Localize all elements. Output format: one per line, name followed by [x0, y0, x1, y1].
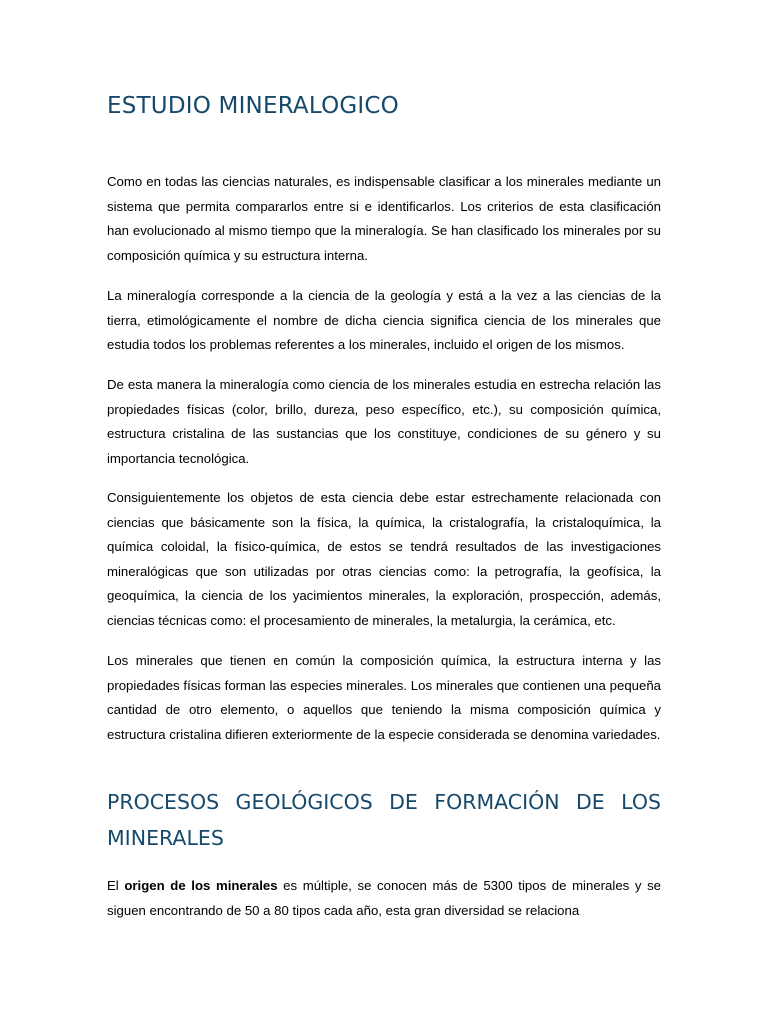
document-title: ESTUDIO MINERALOGICO [107, 93, 399, 119]
paragraph-2: La mineralogía corresponde a la ciencia de la geología y está a la vez a las ciencias de la tierra, etimológicamente el nombre de dicha ciencia significa ciencia de los minerales que estudia todos los problemas referentes a los minerales, incluido el origen de los mismos. [107, 288, 661, 353]
paragraph-6 [107, 874, 661, 923]
paragraph-5: Los minerales que tienen en común la composición química, la estructura interna y las propiedades físicas forman las especies minerales. Los minerales que contienen una pequeña cantidad de otro elemento, o aquellos que teniendo la misma composición química y estructura cristalina difieren exteriormente de la especie considerada se denomina variedades. [107, 653, 661, 742]
paragraph-6-bold-term: origen de los minerales [124, 878, 278, 893]
paragraph-1: Como en todas las ciencias naturales, es indispensable clasificar a los minerales mediante un sistema que permita compararlos entre si e identificarlos. Los criterios de esta clasificación han evolucionado al mismo tiempo que la mineralogía. Se han clasificado los minerales por su composición química y su estructura interna. [107, 174, 661, 263]
paragraph-6-rest: es múltiple, se conocen más de 5300 tipos de minerales y se siguen encontrando de 50 a 80 tipos cada año, esta gran diversidad se relaciona [107, 878, 662, 918]
paragraph-3: De esta manera la mineralogía como ciencia de los minerales estudia en estrecha relación las propiedades físicas (color, brillo, dureza, peso específico, etc.), su composición química, estructura cristalina de las sustancias que los constituye, condiciones de su género y su importancia tecnológica. [107, 377, 661, 466]
paragraph-6-prefix: El [107, 878, 125, 893]
section-heading: PROCESOS GEOLÓGICOS DE FORMACIÓN DE LOS MINERALES [107, 790, 661, 850]
paragraph-4: Consiguientemente los objetos de esta ciencia debe estar estrechamente relacionada con ciencias que básicamente son la física, la química, la cristalografía, la cristaloquímica, la química coloidal, la físico-química, de estos se tendrá resultados de las investigaciones mineralógicas que son utilizadas por otras ciencias como: la petrografía, la geofísica, la geoquímica, la ciencia de los yacimientos minerales, la exploración, prospección, además, ciencias técnicas como: el procesamiento de minerales, la metalurgia, la cerámica, etc. [107, 490, 661, 628]
